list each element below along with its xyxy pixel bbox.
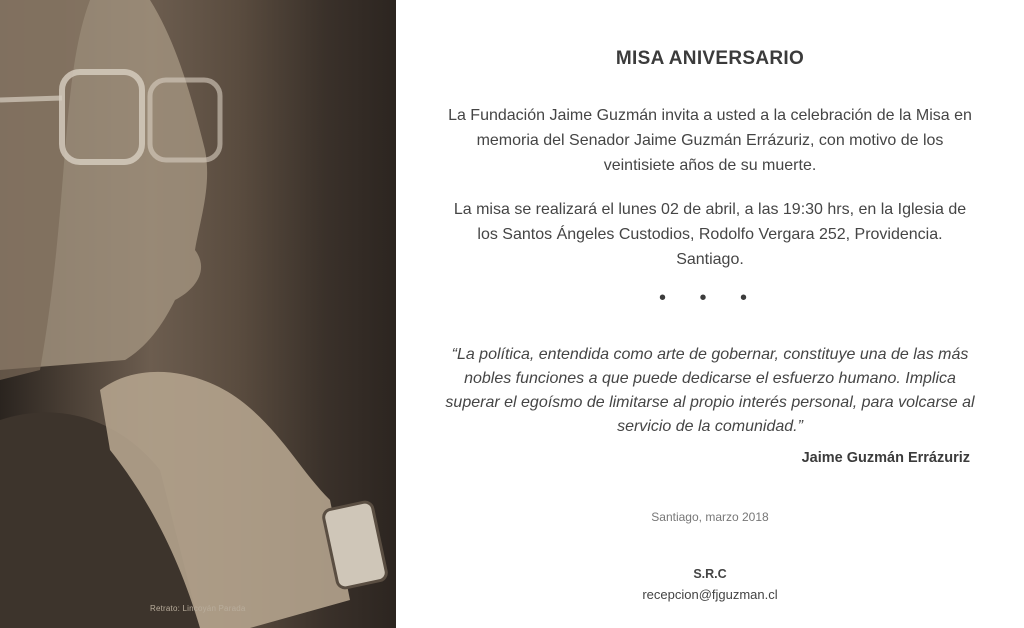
- quote-text: “La política, entendida como arte de gobernar, constituye una de las más nobles funciones a que puede dedicarse el esfuerzo humano. Implica superar el egoísmo de limitarse al propio interés personal, para volcarse al servicio de la comunidad.”: [445, 346, 975, 435]
- quote-author: Jaime Guzmán Errázuriz: [801, 450, 970, 466]
- separator-dots: • • •: [658, 287, 762, 309]
- rsvp-label: S.R.C: [693, 567, 727, 581]
- mass-details-paragraph: La misa se realizará el lunes 02 de abril, a las 19:30 hrs, en la Iglesia de los Santos Ángeles Custodios, Rodolfo Vergara 252, Providencia. Santiago.: [453, 201, 967, 268]
- page-title: MISA ANIVERSARIO: [615, 48, 805, 69]
- email-contact: recepcion@fjguzman.cl: [642, 587, 778, 602]
- invitation-paragraph: La Fundación Jaime Guzmán invita a usted a la celebración de la Misa en memoria del Senador Jaime Guzmán Errázuriz, con motivo de los veintisiete años de su muerte.: [448, 107, 972, 174]
- photo-credit: Retrato: Lincoyán Parada: [150, 604, 246, 613]
- portrait-illustration: [0, 0, 396, 628]
- invitation-text: [396, 0, 1024, 628]
- place-date: Santiago, marzo 2018: [651, 510, 769, 524]
- portrait-photo: [0, 0, 396, 628]
- glasses-temple: [0, 98, 62, 100]
